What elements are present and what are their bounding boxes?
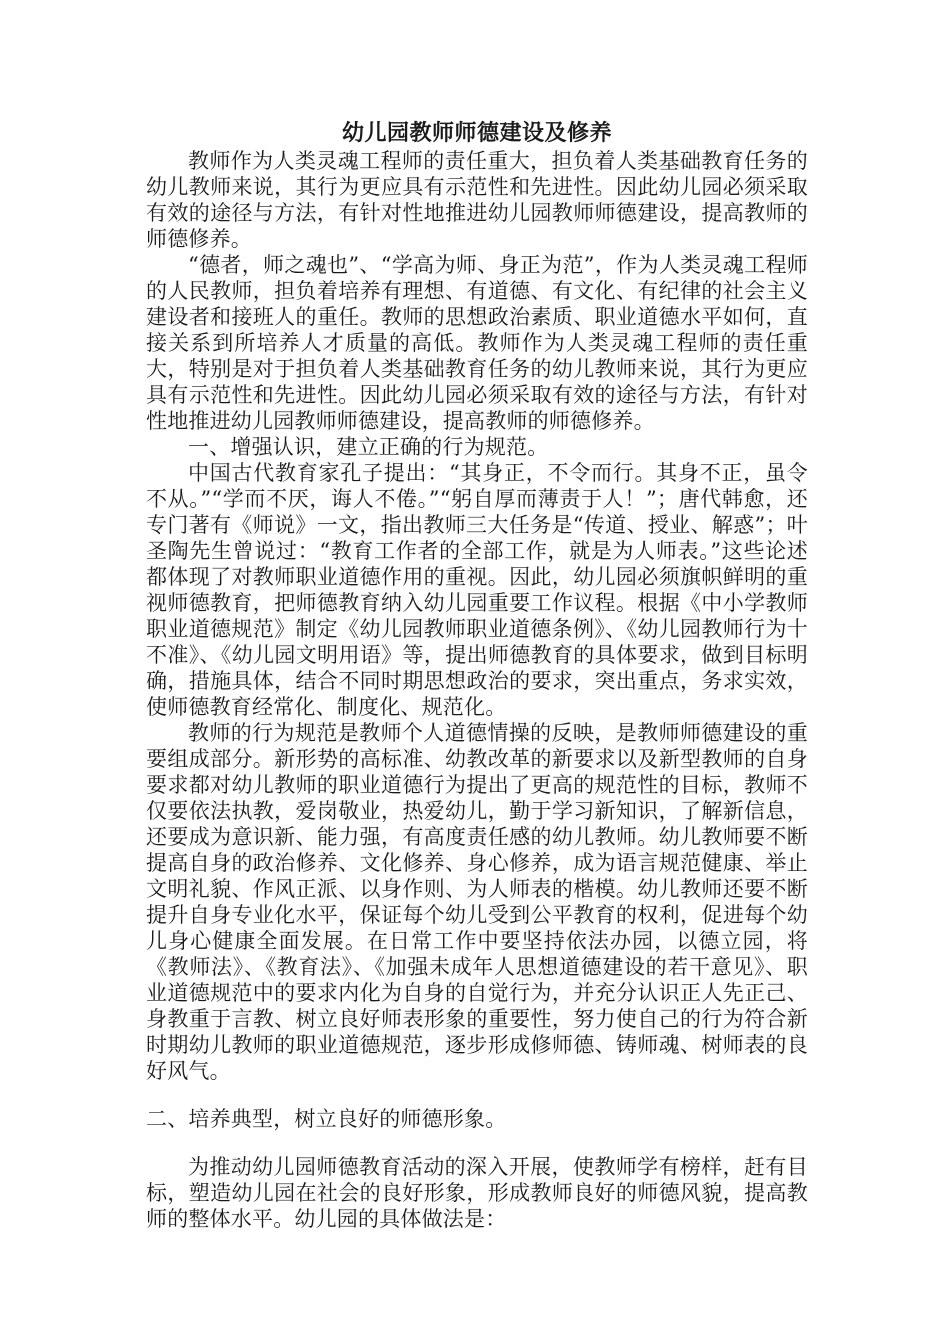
section-2-heading: 二、培养典型，树立良好的师德形象。	[146, 1107, 507, 1131]
document-page	[146, 120, 808, 1232]
document-title: 幼儿园教师师德建设及修养	[341, 120, 612, 146]
section-1-heading: 一、增强认识，建立正确的行为规范。	[188, 435, 549, 459]
intro-paragraph-2: “德者，师之魂也”、“学高为师、身正为范”，作为人类灵魂工程师的人民教师，担负着培养有理想、有道德、有文化、有纪律的社会主义建设者和接班人的重任。教师的思想政治素质、职业道德水平如何，直接关系到所培养人才质量的高低。教师作为人类灵魂工程师的责任重大，特别是对于担负着人类基础教育任务的幼儿教师来说，其行为更应具有示范性和先进性。因此幼儿园必须采取有效的途径与方法，有针对性地推进幼儿园教师师德建设，提高教师的师德修养。	[146, 253, 808, 433]
section-1-paragraph-2: 教师的行为规范是教师个人道德情操的反映，是教师师德建设的重要组成部分。新形势的高标准、幼教改革的新要求以及新型教师的自身要求都对幼儿教师的职业道德行为提出了更高的规范性的目标，教师不仅要依法执教，爱岗敬业，热爱幼儿，勤于学习新知识，了解新信息，还要成为意识新、能力强，有高度责任感的幼儿教师。幼儿教师要不断提高自身的政治修养、文化修养、身心修养，成为语言规范健康、举止文明礼貌、作风正派、以身作则、为人师表的楷模。幼儿教师还要不断提升自身专业化水平，保证每个幼儿受到公平教育的权利，促进每个幼儿身心健康全面发展。在日常工作中要坚持依法办园，以德立园，将《教师法》、《教育法》、《加强未成年人思想道德建设的若干意见》、职业道德规范中的要求内化为自身的自觉行为，并充分认识正人先正己、身教重于言教、树立良好师表形象的重要性，努力使自己的行为符合新时期幼儿教师的职业道德规范，逐步形成修师德、铸师魂、树师表的良好风气。	[146, 721, 808, 1083]
section-2-paragraph-1: 为推动幼儿园师德教育活动的深入开展，使教师学有榜样，赶有目标，塑造幼儿园在社会的良好形象，形成教师良好的师德风貌，提高教师的整体水平。幼儿园的具体做法是：	[146, 1155, 808, 1231]
intro-paragraph-1: 教师作为人类灵魂工程师的责任重大，担负着人类基础教育任务的幼儿教师来说，其行为更应具有示范性和先进性。因此幼儿园必须采取有效的途径与方法，有针对性地推进幼儿园教师师德建设，提高教师的师德修养。	[146, 149, 808, 251]
section-1-paragraph-1: 中国古代教育家孔子提出：“其身正，不令而行。其身不正，虽令不从。”“学而不厌，诲人不倦。”“躬自厚而薄责于人！”；唐代韩愈，还专门著有《师说》一文，指出教师三大任务是“传道、授业、解惑”；叶圣陶先生曾说过：“教育工作者的全部工作，就是为人师表。”这些论述都体现了对教师职业道德作用的重视。因此，幼儿园必须旗帜鲜明的重视师德教育，把师德教育纳入幼儿园重要工作议程。根据《中小学教师职业道德规范》制定《幼儿园教师职业道德条例》、《幼儿园教师行为十不准》、《幼儿园文明用语》等，提出师德教育的具体要求，做到目标明确，措施具体，结合不同时期思想政治的要求，突出重点，务求实效，使师德教育经常化、制度化、规范化。	[146, 461, 808, 719]
